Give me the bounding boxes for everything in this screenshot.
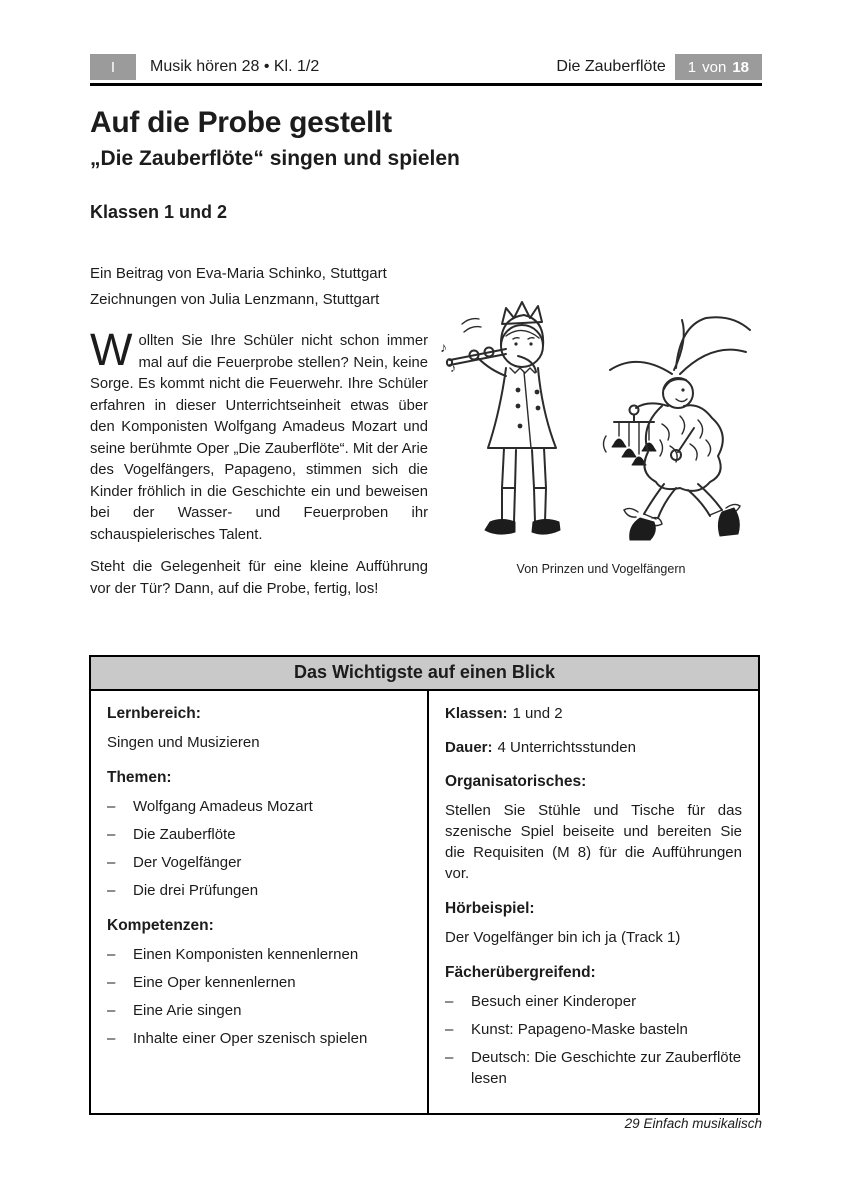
klassen-label: Klassen:: [445, 705, 508, 722]
figure: [440, 294, 762, 576]
list-item: [107, 1000, 413, 1021]
music-note-icon: ♪: [440, 339, 447, 355]
list-item: [107, 796, 413, 817]
list-item-text: Die drei Prüfungen: [133, 882, 259, 899]
right-leg: [688, 484, 722, 516]
list-dash: –: [107, 1002, 116, 1019]
author-credit: Ein Beitrag von Eva-Maria Schinko, Stuttgart: [90, 265, 387, 282]
list-dash: –: [107, 882, 116, 899]
list-item-text: Inhalte einer Oper szenisch spielen: [133, 1030, 368, 1047]
page-title: Auf die Probe gestellt: [90, 106, 392, 139]
themen-label: Themen:: [107, 769, 172, 786]
jacket: [488, 368, 556, 448]
music-note-icon: ♪: [450, 361, 456, 375]
list-item-text: Deutsch: Die Geschichte zur Zauberflöte lesen: [471, 1049, 742, 1087]
list-item: [445, 991, 742, 1012]
dauer-value: 4 Unterrichtsstunden: [497, 739, 636, 756]
right-arm: [636, 403, 668, 408]
page-separator: von: [702, 58, 727, 76]
button: [516, 404, 521, 409]
kompetenzen-list: [107, 944, 413, 1049]
list-item-text: Besuch einer Kinderoper: [471, 993, 637, 1010]
unit-topic: Die Zauberflöte: [556, 58, 666, 75]
organisatorisches-text: Stellen Sie Stühle und Tische für das szenische Spiel beiseite und bereiten Sie die Requisiten (M 8) für die Aufführungen vor.: [445, 802, 742, 882]
section-kompetenzen: [107, 917, 413, 1049]
hoerbeispiel-label: Hörbeispiel:: [445, 900, 535, 917]
left-arm: [478, 358, 506, 376]
byline: [90, 261, 387, 313]
boot: [718, 508, 739, 536]
feather-plume: [676, 317, 750, 368]
overview-right-column: [429, 691, 758, 1113]
smile: [676, 399, 687, 402]
bell-icon: [612, 439, 626, 447]
list-dash: –: [445, 1021, 454, 1038]
motion-lines: [464, 327, 481, 332]
buckle-shoe: [532, 520, 560, 535]
eyebrows: [513, 338, 534, 339]
list-item-text: Der Vogelfänger: [133, 854, 242, 871]
lernbereich-value: Singen und Musizieren: [107, 734, 260, 751]
eye: [529, 342, 532, 345]
prince-head: [501, 325, 543, 367]
hand: [630, 406, 639, 415]
jacket-lapel: [524, 372, 531, 448]
figure-caption: Von Prinzen und Vogelfängern: [516, 562, 686, 576]
list-dash: –: [445, 1049, 454, 1066]
left-leg: [502, 448, 516, 522]
list-item: [107, 852, 413, 873]
grade-level: Klassen 1 und 2: [90, 202, 228, 222]
eye: [514, 342, 517, 345]
list-dash: –: [107, 798, 116, 815]
list-dash: –: [107, 974, 116, 991]
mallet-stick: [678, 428, 694, 452]
kompetenzen-label: Kompetenzen:: [107, 917, 214, 934]
button: [518, 424, 523, 429]
feather-plume: [674, 320, 684, 370]
list-item: [107, 944, 413, 965]
prince-and-birdcatcher-illustration: [440, 294, 762, 560]
list-dash: –: [107, 946, 116, 963]
list-dash: –: [107, 854, 116, 871]
overview-box: [89, 655, 760, 1115]
title-block: [90, 106, 690, 223]
list-dash: –: [107, 826, 116, 843]
button: [535, 390, 540, 395]
lernbereich-label: Lernbereich:: [107, 705, 201, 722]
birdcatcher-hair: [664, 379, 686, 389]
intro-paragraph-1: [90, 324, 428, 546]
overview-box-title: Das Wichtigste auf einen Blick: [91, 657, 758, 691]
page-total: 18: [732, 58, 749, 76]
drop-cap: W: [90, 324, 133, 375]
intro-paragraph-1-text: ollten Sie Ihre Schüler nicht schon immer mal auf die Feuerprobe stellen? Nein, keine Sorge. Es kommt nicht die Feuerwehr. Ihre Schüler erfahren in dieser Unterrichtseinheit etwas über den Komponisten Wolfgang Amadeus Mozart und seine berühmte Oper „Die Zauberflöte“. Mit der Arie des Vogelfängers, Papageno, stimmen sich die Kinder fröhlich in die Geschichte ein und beweisen bei der Wasser- und Feuerproben ihr schauspielerisches Talent.: [90, 333, 428, 543]
boot: [630, 518, 656, 540]
overview-left-column: [91, 691, 429, 1113]
series-title: Musik hören 28 • Kl. 1/2: [150, 58, 320, 75]
overview-box-body: [91, 691, 758, 1113]
list-item-text: Eine Arie singen: [133, 1002, 242, 1019]
klassen-value: 1 und 2: [512, 705, 563, 722]
page-header: [90, 54, 762, 86]
section-lernbereich: [107, 705, 413, 753]
intro-text: [90, 324, 428, 600]
page-subtitle: „Die Zauberflöte“ singen und spielen: [90, 147, 460, 170]
feather-plume: [680, 350, 746, 374]
list-dash: –: [445, 993, 454, 1010]
buckle-shoe: [485, 520, 515, 535]
list-item-text: Wolfgang Amadeus Mozart: [133, 798, 313, 815]
section-faecheruebergreifend: [445, 964, 742, 1089]
list-item-text: Die Zauberflöte: [133, 826, 236, 843]
page-footer: 29 Einfach musikalisch: [624, 1116, 762, 1131]
section-organisatorisches: [445, 773, 742, 884]
right-leg: [532, 448, 546, 522]
list-item-text: Eine Oper kennenlernen: [133, 974, 296, 991]
prince-figure: [440, 302, 560, 534]
list-item-text: Einen Komponisten kennenlernen: [133, 946, 359, 963]
page-current: 1: [687, 58, 697, 76]
bell-icon: [642, 443, 656, 451]
section-themen: [107, 769, 413, 901]
birdcatcher-figure: [604, 317, 751, 540]
faecheruebergreifend-list: [445, 991, 742, 1089]
list-item: [107, 1028, 413, 1049]
motion-lines: [462, 319, 479, 324]
section-klassen: [445, 705, 742, 722]
intro-paragraph-2: Steht die Gelegenheit für eine kleine Aufführung vor der Tür? Dann, auf die Probe, fertig, los!: [90, 559, 428, 597]
list-dash: –: [107, 1030, 116, 1047]
page-number-badge: [675, 54, 762, 80]
themen-list: [107, 796, 413, 901]
illustrator-credit: Zeichnungen von Julia Lenzmann, Stuttgart: [90, 291, 380, 308]
button: [516, 388, 521, 393]
eye: [681, 388, 684, 391]
organisatorisches-label: Organisatorisches:: [445, 773, 587, 790]
list-item: [107, 880, 413, 901]
hoerbeispiel-value: Der Vogelfänger bin ich ja (Track 1): [445, 929, 681, 946]
prince-fringe: [506, 330, 539, 338]
list-item: [445, 1019, 742, 1040]
list-item-text: Kunst: Papageno-Maske basteln: [471, 1021, 688, 1038]
bell-icon: [622, 449, 636, 457]
list-item: [107, 972, 413, 993]
feather-plume: [610, 362, 672, 374]
section-dauer: [445, 739, 742, 756]
list-item: [107, 824, 413, 845]
list-item: [445, 1047, 742, 1089]
dauer-label: Dauer:: [445, 739, 493, 756]
faecheruebergreifend-label: Fächerübergreifend:: [445, 964, 596, 981]
section-hoerbeispiel: [445, 900, 742, 948]
collar-ruffle: [510, 368, 535, 373]
button: [536, 406, 541, 411]
level-badge: I: [90, 54, 136, 80]
